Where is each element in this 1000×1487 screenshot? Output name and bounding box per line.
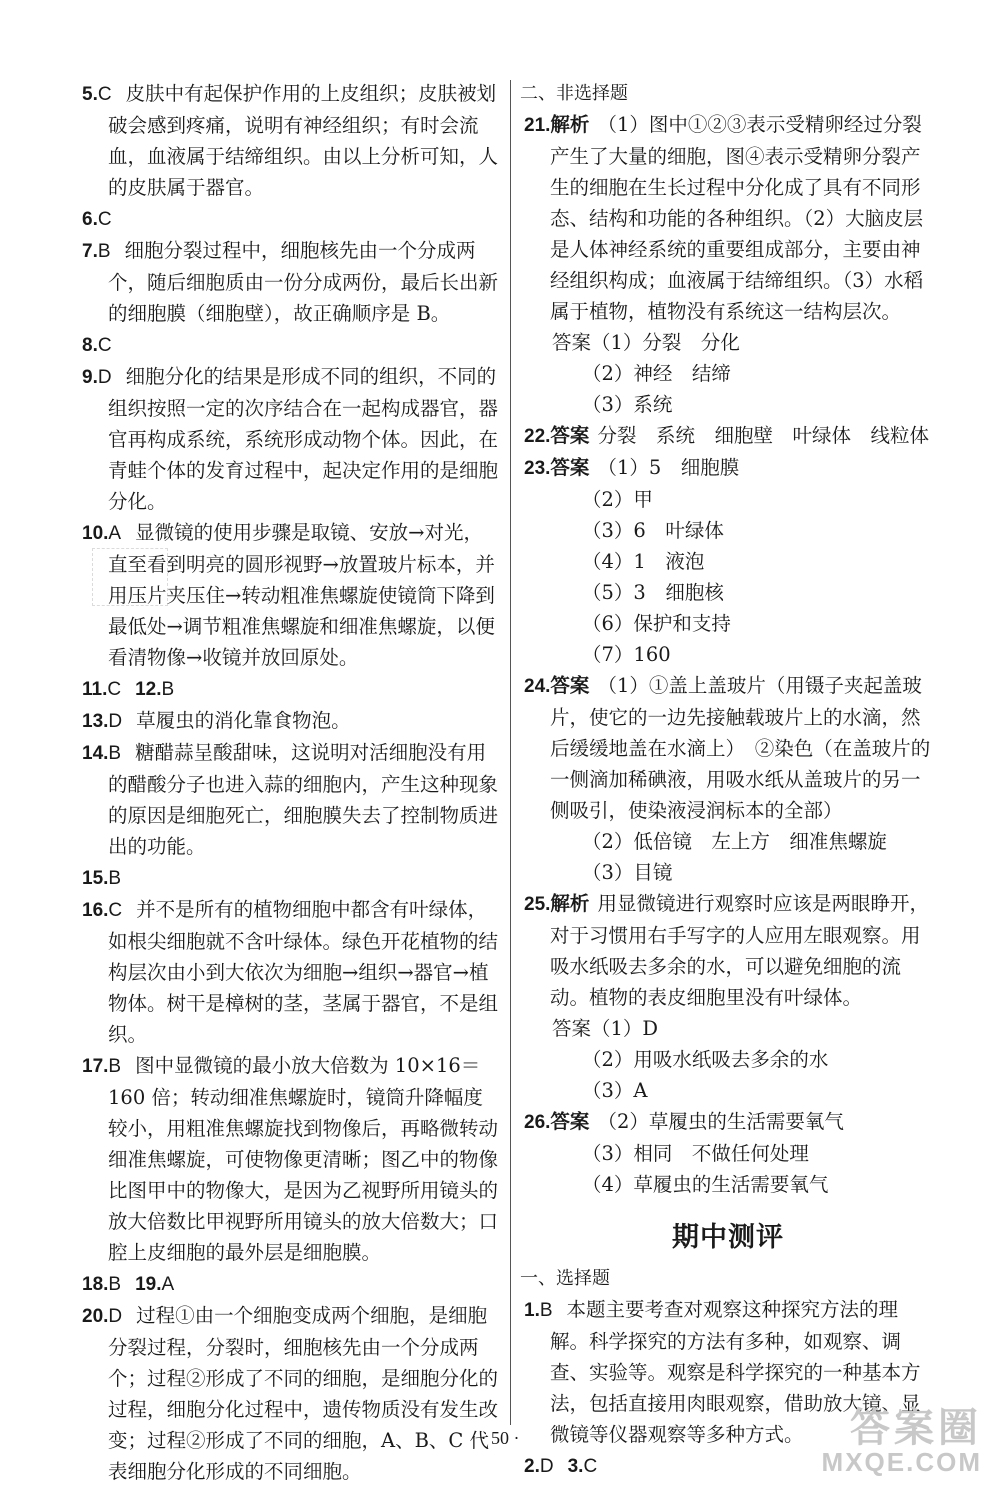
right-column	[520, 78, 932, 1482]
answer-26-3: （3）相同 不做任何处理	[582, 1142, 809, 1165]
explanation-text: 过程①由一个细胞变成两个细胞，是细胞分裂过程，分裂时，细胞核先由一个分成两个；过程②形成了不同的细胞，是细胞分化的过程，细胞分化过程中，遗传物质没有发生改变；过程②形成了不同的细胞，A、B、C 代表细胞分化形成的不同细胞。	[108, 1304, 499, 1483]
answer-25-2: （2）用吸水纸吸去多余的水	[582, 1048, 829, 1071]
question-22: 22.答案 分裂 系统 细胞壁 叶绿体 线粒体	[524, 424, 929, 447]
answer-label-21: 答案（1）分裂 分化	[552, 331, 740, 354]
question-item	[82, 705, 500, 737]
answer-25-3: （3）A	[582, 1079, 648, 1102]
answer-26-4: （4）草履虫的生活需要氧气	[582, 1173, 829, 1196]
answer-24-3: （3）目镜	[582, 861, 673, 884]
answer-letter: C	[107, 679, 122, 700]
explanation-text: 细胞分裂过程中，细胞核先由一个分成两个，随后细胞质由一份分成两份，最后长出新的细胞膜（细胞壁），故正确顺序是 B。	[108, 239, 499, 325]
answer-letter: B	[108, 1274, 122, 1295]
watermark-logo-text: 答案圈	[850, 1406, 982, 1450]
watermark-url: MXQE.COM	[821, 1447, 982, 1477]
answer-letter: B	[161, 679, 175, 700]
question-number: 10.	[82, 523, 109, 544]
question-number: 8.	[82, 335, 98, 356]
question-26: 26.答案 （2）草履虫的生活需要氧气	[524, 1110, 844, 1133]
question-item	[82, 894, 500, 1050]
answer-letter: C	[97, 209, 112, 230]
left-column	[82, 78, 500, 1487]
answer-letter: B	[108, 868, 122, 889]
question-item	[82, 1300, 500, 1487]
question-2-3: 2.D 3.C	[524, 1456, 598, 1477]
answer-23-2: （2）甲	[582, 488, 653, 511]
question-21: 21.解析 （1）图中①②③表示受精卵经过分裂产生了大量的细胞，图④表示受精卵分裂产生的细胞在生长过程中分化成了具有不同形态、结构和功能的各种组织。（2）大脑皮层是人体神经系统的重要组成部分，主要由神经组织构成；血液属于结缔组织。（3）水稻属于植物，植物没有系统这一结构层次。	[524, 113, 924, 323]
explanation-text: 细胞分化的结果是形成不同的组织，不同的组织按照一定的次序结合在一起构成器官，器官再构成系统，系统形成动物个体。因此，在青蛙个体的发育过程中，起决定作用的是细胞分化。	[108, 365, 499, 513]
question-item	[82, 1050, 500, 1268]
question-item	[82, 1268, 500, 1300]
explanation-text: 草履虫的消化靠食物泡。	[136, 709, 351, 732]
question-item	[82, 673, 500, 705]
answer-label-25: 答案（1）D	[552, 1017, 659, 1040]
answer-letter: B	[108, 1056, 122, 1077]
question-25: 25.解析 用显微镜进行观察时应该是两眼睁开，对于习惯用右手写字的人应用左眼观察。用吸水纸吸去多余的水，可以避免细胞的流动。植物的表皮细胞里没有叶绿体。	[524, 892, 929, 1009]
page-number: · 50 ·	[480, 1428, 520, 1448]
answer-23-7: （7）160	[582, 643, 671, 666]
midterm-title: 期中测评	[672, 1222, 784, 1253]
question-number: 16.	[82, 900, 109, 921]
answer-23-4: （4）1 液泡	[582, 550, 705, 573]
answer-letter: A	[161, 1274, 175, 1295]
site-watermark	[822, 1408, 982, 1476]
answer-21-2: （2）神经 结缔	[582, 362, 731, 385]
answer-23-3: （3）6 叶绿体	[582, 519, 724, 542]
answer-letter: C	[97, 84, 112, 105]
answer-letter: C	[108, 900, 123, 921]
explanation-text: 图中显微镜的最小放大倍数为 10×16＝160 倍；转动细准焦螺旋时，镜筒升降幅度较小，用粗准焦螺旋找到物像后，再略微转动细准焦螺旋，可使物像更清晰；图乙中的物像比图甲中的物像大，是因为乙视野所用镜头的放大倍数比甲视野所用镜头的放大倍数大；口腔上皮细胞的最外层是细胞膜。	[108, 1054, 499, 1264]
section-heading-nonchoice: 二、非选择题	[520, 83, 628, 103]
question-number: 17.	[82, 1056, 109, 1077]
question-item	[82, 329, 500, 361]
answer-letter: D	[97, 367, 112, 388]
question-item	[82, 862, 500, 894]
question-number: 9.	[82, 367, 98, 388]
question-item	[82, 361, 500, 517]
answer-23-6: （6）保护和支持	[582, 612, 731, 635]
question-number: 11.	[82, 679, 108, 700]
question-number: 20.	[82, 1306, 109, 1327]
question-item	[82, 203, 500, 235]
answer-letter: A	[108, 523, 122, 544]
question-number: 6.	[82, 209, 98, 230]
question-item	[82, 78, 500, 203]
answer-21-3: （3）系统	[582, 393, 673, 416]
column-divider	[510, 80, 511, 1425]
question-24: 24.答案 （1）①盖上盖玻片（用镊子夹起盖玻片，使它的一边先接触载玻片上的水滴，然后缓缓地盖在水滴上） ②染色（在盖玻片的一侧滴加稀碘液，用吸水纸从盖玻片的另一侧吸引，使染液浸润标本的全部）	[524, 674, 931, 822]
answer-24-2: （2）低倍镜 左上方 细准焦螺旋	[582, 830, 887, 853]
question-number: 5.	[82, 84, 98, 105]
answer-letter: C	[97, 335, 112, 356]
section-heading-choice: 一、选择题	[520, 1268, 610, 1288]
question-number: 18.	[82, 1274, 109, 1295]
answer-letter: B	[108, 743, 122, 764]
answer-23-5: （5）3 细胞核	[582, 581, 724, 604]
answer-letter: D	[108, 711, 123, 732]
explanation-text: 显微镜的使用步骤是取镜、安放→对光，直至看到明亮的圆形视野→放置玻片标本，并用压片夹压住→转动粗准焦螺旋使镜筒下降到最低处→调节粗准焦螺旋和细准焦螺旋，以便看清物像→收镜并放回原处。	[108, 521, 495, 669]
explanation-text: 皮肤中有起保护作用的上皮组织；皮肤被划破会感到疼痛，说明有神经组织；有时会流血，血液属于结缔组织。由以上分析可知，人的皮肤属于器官。	[108, 82, 499, 199]
question-number: 15.	[82, 868, 109, 889]
question-item	[82, 235, 500, 329]
question-number: 19.	[135, 1274, 162, 1295]
answer-letter: D	[108, 1306, 123, 1327]
question-number: 13.	[82, 711, 109, 732]
question-item	[82, 737, 500, 862]
question-number: 14.	[82, 743, 109, 764]
answer-letter: B	[97, 241, 111, 262]
faded-stamp-mark	[92, 548, 168, 606]
explanation-text: 糖醋蒜呈酸甜味，这说明对活细胞没有用的醋酸分子也进入蒜的细胞内，产生这种现象的原因是细胞死亡，细胞膜失去了控制物质进出的功能。	[108, 741, 499, 858]
question-23: 23.答案 （1）5 细胞膜	[524, 456, 740, 479]
question-number: 7.	[82, 241, 98, 262]
question-number: 12.	[135, 679, 162, 700]
explanation-text: 并不是所有的植物细胞中都含有叶绿体，如根尖细胞就不含叶绿体。绿色开花植物的结构层次由小到大依次为细胞→组织→器官→植物体。树干是樟树的茎，茎属于器官，不是组织。	[108, 898, 499, 1046]
question-1: 1.B 本题主要考查对观察这种探究方法的理解。科学探究的方法有多种，如观察、调查、实验等。观察是科学探究的一种基本方法，包括直接用肉眼观察，借助放大镜、显微镜等仪器观察等多种方式。	[524, 1298, 921, 1446]
